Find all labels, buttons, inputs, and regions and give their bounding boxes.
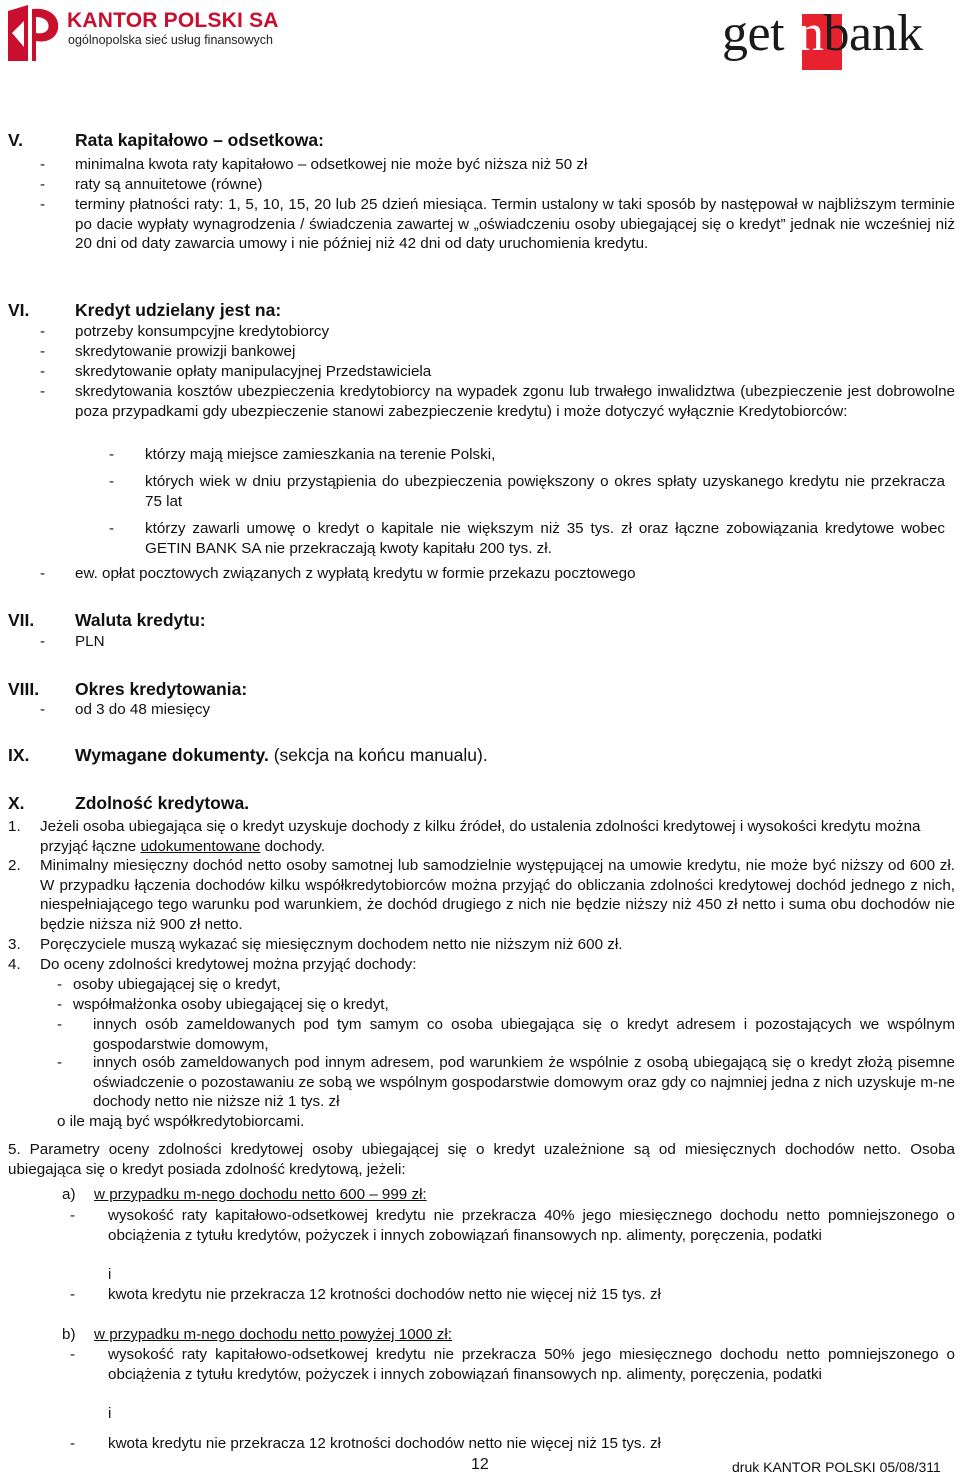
list-dash: - (40, 156, 46, 173)
list-dash: - (57, 996, 63, 1013)
underlined-word: udokumentowane (140, 837, 261, 855)
list-dash: - (40, 196, 46, 213)
list-item: osoby ubiegającej się o kredyt, (73, 976, 281, 993)
list-item: wysokość raty kapitałowo-odsetkowej kredytu nie przekracza 40% jego miesięcznego dochodu netto pomniejszonego o obciążenia z tytułu kredytów, pożyczek i innych zobowiązań finansowych np. alimenty, poręczenia, podatki (108, 1207, 955, 1244)
section-title (75, 744, 488, 766)
list-item: PLN (75, 633, 105, 650)
sub-list-item: którzy zawarli umowę o kredyt o kapitale nie większym niż 35 tys. zł oraz łączne zobowiązania kredytowe wobec GETIN BANK SA nie przekraczają kwoty kapitału 200 tys. zł. (145, 520, 945, 557)
list-dash: - (40, 176, 46, 193)
section-number: VII. (8, 610, 35, 630)
section-title: Kredyt udzielany jest na: (75, 300, 282, 320)
list-dash: - (57, 1016, 63, 1033)
section-title-note: (sekcja na końcu manualu). (268, 745, 488, 765)
sub-list-dash: - (109, 446, 115, 463)
list-dash: - (40, 565, 46, 582)
kantor-polski-logo-icon (6, 3, 62, 63)
point-number: 2. (8, 857, 21, 874)
list-item: ew. opłat pocztowych związanych z wypłatą kredytu w formie przekazu pocztowego (75, 565, 636, 582)
list-item-text (73, 1053, 955, 1112)
list-dash: - (40, 633, 46, 650)
list-dash: - (57, 976, 63, 993)
list-item-content: innych osób zameldowanych pod tym samym co osoba ubiegająca się o kredyt adresem i pozostających we wspólnym gospodarstwie domowym, (93, 1016, 955, 1053)
list-dash: - (40, 323, 46, 340)
section-title: Waluta kredytu: (75, 610, 206, 630)
section-number: VIII. (8, 679, 40, 699)
list-dash: - (70, 1435, 76, 1452)
section-title: Okres kredytowania: (75, 679, 248, 699)
list-dash: - (70, 1346, 76, 1363)
list-item: od 3 do 48 miesięcy (75, 701, 211, 718)
kantor-polski-logo-title: KANTOR POLSKI SA (67, 9, 279, 32)
list-item: kwota kredytu nie przekracza 12 krotności dochodów netto nie więcej niż 15 tys. zł (108, 1286, 661, 1303)
list-dash: - (40, 701, 46, 718)
list-dash: - (70, 1207, 76, 1224)
section-number: V. (8, 130, 23, 150)
list-item: potrzeby konsumpcyjne kredytobiorcy (75, 323, 330, 340)
list-dash: - (40, 363, 46, 380)
section-title: Rata kapitałowo – odsetkowa: (75, 130, 324, 150)
list-item: wysokość raty kapitałowo-odsetkowej kredytu nie przekracza 50% jego miesięcznego dochodu netto pomniejszonego o obciążenia z tytułu kredytów, pożyczek i innych zobowiązań finansowych np. alimenty, poręczenia, podatki (108, 1346, 955, 1383)
getin-bank-logo (722, 5, 923, 63)
point-number: 1. (8, 818, 21, 835)
point-tail: o ile mają być współkredytobiorcami. (57, 1113, 305, 1130)
getin-logo-part: get (722, 5, 785, 62)
condition-title: w przypadku m-nego dochodu netto 600 – 999 zł: (94, 1186, 427, 1203)
point-text-part: Jeżeli osoba ubiegająca się o kredyt uzyskuje dochody z kilku źródeł, do ustalenia zdolności kredytowej i wysokości kredytu można przyjąć łączne (40, 818, 921, 855)
page-number: 12 (471, 1456, 489, 1473)
point-text (40, 817, 955, 856)
sub-list-item: których wiek w dniu przystąpienia do ubezpieczenia powiększony o okres spłaty uzyskanego kredytu nie przekracza 75 lat (145, 473, 945, 510)
section-number: IX. (8, 745, 30, 765)
sub-list-dash: - (109, 520, 115, 537)
list-dash: - (40, 343, 46, 360)
list-item: współmałżonka osoby ubiegającej się o kredyt, (73, 996, 389, 1013)
list-item: terminy płatności raty: 1, 5, 10, 15, 20 lub 25 dzień miesiąca. Termin ustalony w taki sposób by następował w najbliższym terminie po dacie wypłaty wynagrodzenia / świadczenia zawartej w „oświadczeniu osoby ubiegającej się o kredyt” jednak nie wcześniej niż 20 dni od daty zawarcia umowy i nie później niż 42 dni od daty uruchomienia kredytu. (75, 196, 955, 252)
list-item (73, 1015, 955, 1054)
section-number: X. (8, 793, 25, 813)
conjunction: i (108, 1405, 112, 1422)
page-header (0, 0, 960, 70)
list-item: skredytowanie prowizji bankowej (75, 343, 296, 360)
point-text: Minimalny miesięczny dochód netto osoby samotnej lub samodzielnie występującej na umowie kredytu, nie może być niższy od 600 zł. W przypadku łączenia dochodów kilku współkredytobiorców można przyjąć do obliczania zdolności kredytowej dochód jednego z nich, niespełniającego tego warunku pod warunkiem, że dochód drugiego z nich nie będzie niższy niż 450 zł netto i suma obu dochodów nie będzie niższa niż 900 zł netto. (40, 857, 955, 933)
sub-list-item: którzy mają miejsce zamieszkania na terenie Polski, (145, 446, 496, 463)
section-number: VI. (8, 300, 30, 320)
point-number: 4. (8, 956, 21, 973)
getin-logo-in: in (784, 5, 824, 62)
list-dash: - (70, 1286, 76, 1303)
list-item (73, 1053, 955, 1112)
list-item: minimalna kwota raty kapitałowo – odsetkowej nie może być niższa niż 50 zł (75, 156, 588, 173)
list-item-content: innych osób zameldowanych pod innym adresem, pod warunkiem że wspólnie z osobą ubiegającą się o kredyt złożą pisemne oświadczenie o pozostawaniu ze sobą we wspólnym gospodarstwie domowym oraz gdy co najmniej jedna z nich uzyskuje m-ne dochody netto nie niższe niż 1 tys. zł (93, 1054, 955, 1110)
list-item-text (73, 1015, 955, 1054)
sub-list-dash: - (109, 473, 115, 490)
document-code: druk KANTOR POLSKI 05/08/311 (732, 1459, 941, 1475)
conjunction: i (108, 1266, 112, 1283)
list-item: skredytowanie opłaty manipulacyjnej Przedstawiciela (75, 363, 432, 380)
condition-title: w przypadku m-nego dochodu netto powyżej 1000 zł: (94, 1326, 452, 1343)
point-text: Poręczyciele muszą wykazać się miesięcznym dochodem netto nie niższym niż 600 zł. (40, 936, 623, 953)
kantor-polski-logo-subtitle: ogólnopolska sieć usług finansowych (68, 33, 273, 47)
list-item: skredytowania kosztów ubezpieczenia kredytobiorcy na wypadek zgonu lub trwałego inwalidztwa (ubezpieczenie jest dobrowolne poza przypadkami gdy ubezpieczenie stanowi zabezpieczenie kredytu) i może dotyczyć wyłącznie Kredytobiorców: (75, 383, 955, 420)
section-title: Zdolność kredytowa. (75, 793, 250, 813)
point-text: 5. Parametry oceny zdolności kredytowej osoby ubiegającej się o kredyt uzależnione są od miesięcznych dochodów netto. Osoba ubiegająca się o kredyt posiada zdolność kredytową, jeżeli: (8, 1141, 955, 1178)
list-item: kwota kredytu nie przekracza 12 krotności dochodów netto nie więcej niż 15 tys. zł (108, 1435, 661, 1452)
point-number: 3. (8, 936, 21, 953)
condition-label: b) (62, 1326, 76, 1343)
condition-label: a) (62, 1186, 76, 1203)
point-text: Do oceny zdolności kredytowej można przyjąć dochody: (40, 956, 417, 973)
list-dash: - (57, 1054, 63, 1071)
section-title-text: Wymagane dokumenty. (75, 745, 269, 765)
list-dash: - (40, 383, 46, 400)
getin-logo-part: bank (823, 5, 923, 62)
point-text-part: dochody. (260, 837, 326, 855)
list-item: raty są annuitetowe (równe) (75, 176, 263, 193)
